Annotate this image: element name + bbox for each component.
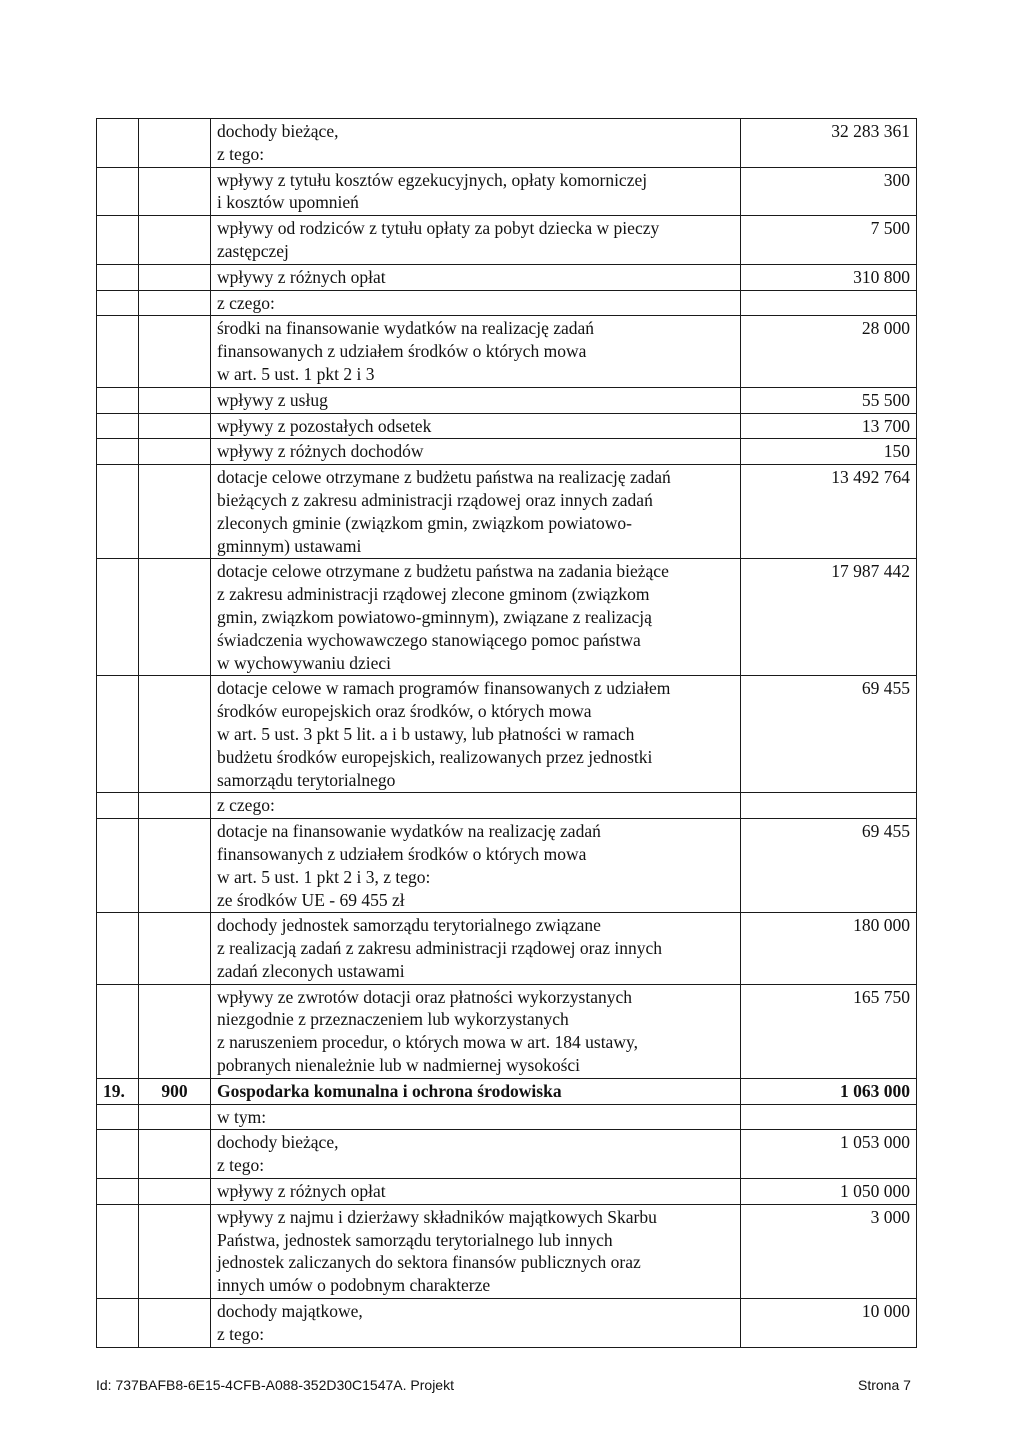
- description-line: z czego:: [217, 795, 275, 816]
- description-cell: [211, 167, 741, 216]
- row-number-cell: [97, 913, 139, 984]
- description-line: Państwa, jednostek samorządu terytorialnego lub innych: [217, 1229, 613, 1250]
- amount-cell: 3 000: [741, 1204, 917, 1298]
- description-line: w art. 5 ust. 3 pkt 5 lit. a i b ustawy, lub płatności w ramach: [217, 723, 635, 744]
- budget-table: [96, 118, 917, 1348]
- description-line: finansowanych z udziałem środków o których mowa: [217, 843, 587, 864]
- row-number-cell: [97, 1104, 139, 1130]
- description-cell: [211, 676, 741, 793]
- section-code-cell: [139, 1104, 211, 1130]
- description-cell: [211, 119, 741, 168]
- section-code-cell: [139, 913, 211, 984]
- row-number-cell: 19.: [97, 1078, 139, 1104]
- description-line: dochody bieżące,: [217, 121, 339, 141]
- section-code-cell: [139, 216, 211, 265]
- section-code-cell: [139, 167, 211, 216]
- section-code-cell: 900: [139, 1078, 211, 1104]
- description-line: samorządu terytorialnego: [217, 769, 396, 790]
- description-cell: [211, 413, 741, 439]
- description-line: wpływy ze zwrotów dotacji oraz płatności wykorzystanych: [217, 986, 633, 1007]
- description-line: wpływy z różnych opłat: [217, 266, 386, 287]
- description-cell: [211, 1130, 741, 1179]
- amount-cell: 180 000: [741, 913, 917, 984]
- section-code-cell: [139, 264, 211, 290]
- description-cell: [211, 913, 741, 984]
- description-line: w tym:: [217, 1106, 267, 1127]
- description-line: bieżących z zakresu administracji rządowej oraz innych zadań: [217, 489, 653, 510]
- description-line: dotacje celowe otrzymane z budżetu państwa na zadania bieżące: [217, 561, 669, 582]
- description-line: gminnym) ustawami: [217, 535, 362, 556]
- description-cell: [211, 316, 741, 387]
- description-line: dochody majątkowe,: [217, 1301, 363, 1322]
- amount-cell: 7 500: [741, 216, 917, 265]
- description-line: niezgodnie z przeznaczeniem lub wykorzystanych: [217, 1009, 569, 1030]
- description-line: wpływy z różnych opłat: [217, 1181, 386, 1202]
- section-code-cell: [139, 559, 211, 676]
- description-line: dotacje celowe otrzymane z budżetu państwa na realizację zadań: [217, 467, 671, 488]
- row-number-cell: [97, 290, 139, 316]
- description-line: w wychowywaniu dzieci: [217, 652, 391, 673]
- amount-cell: 69 455: [741, 676, 917, 793]
- description-line: zastępczej: [217, 240, 289, 261]
- description-line: w art. 5 ust. 1 pkt 2 i 3, z tego:: [217, 866, 431, 887]
- description-line: świadczenia wychowawczego stanowiącego pomoc państwa: [217, 629, 641, 650]
- table-row: [97, 1078, 917, 1104]
- table-row: [97, 264, 917, 290]
- table-row: [97, 167, 917, 216]
- description-cell: [211, 819, 741, 913]
- row-number-cell: [97, 1204, 139, 1298]
- table-row: [97, 465, 917, 559]
- row-number-cell: [97, 819, 139, 913]
- description-cell: [211, 465, 741, 559]
- description-line: dochody bieżące,: [217, 1132, 339, 1153]
- amount-cell: [741, 1104, 917, 1130]
- description-line: wpływy z różnych dochodów: [217, 441, 424, 462]
- table-row: [97, 984, 917, 1078]
- amount-cell: 32 283 361: [741, 119, 917, 168]
- row-number-cell: [97, 216, 139, 265]
- table-row: [97, 439, 917, 465]
- description-line: zleconych gminie (związkom gmin, związkom powiatowo-: [217, 512, 633, 533]
- description-line: gmin, związkom powiatowo-gminnym), związane z realizacją: [217, 606, 652, 627]
- description-line: środki na finansowanie wydatków na realizację zadań: [217, 318, 595, 339]
- description-line: i kosztów upomnień: [217, 192, 359, 213]
- description-line: dochody jednostek samorządu terytorialnego związane: [217, 915, 601, 936]
- table-row: [97, 1299, 917, 1348]
- amount-cell: [741, 290, 917, 316]
- row-number-cell: [97, 264, 139, 290]
- description-line: z czego:: [217, 292, 275, 313]
- description-cell: [211, 216, 741, 265]
- budget-table-body: [97, 119, 917, 1348]
- description-line: ze środków UE - 69 455 zł: [217, 889, 405, 910]
- row-number-cell: [97, 1130, 139, 1179]
- section-code-cell: [139, 676, 211, 793]
- row-number-cell: [97, 119, 139, 168]
- description-line: Gospodarka komunalna i ochrona środowiska: [217, 1080, 562, 1101]
- row-number-cell: [97, 1299, 139, 1348]
- table-row: [97, 316, 917, 387]
- table-row: [97, 1104, 917, 1130]
- section-code-cell: [139, 1130, 211, 1179]
- row-number-cell: [97, 559, 139, 676]
- description-line: jednostek zaliczanych do sektora finansów publicznych oraz: [217, 1252, 641, 1273]
- description-line: wpływy z usług: [217, 389, 328, 410]
- table-row: [97, 913, 917, 984]
- section-code-cell: [139, 439, 211, 465]
- amount-cell: 55 500: [741, 387, 917, 413]
- section-code-cell: [139, 984, 211, 1078]
- description-line: z tego:: [217, 1323, 265, 1344]
- description-line: pobranych nienależnie lub w nadmiernej wysokości: [217, 1055, 581, 1076]
- amount-cell: 28 000: [741, 316, 917, 387]
- row-number-cell: [97, 316, 139, 387]
- description-line: budżetu środków europejskich, realizowanych przez jednostki: [217, 746, 653, 767]
- amount-cell: 150: [741, 439, 917, 465]
- document-id: Id: 737BAFB8-6E15-4CFB-A088-352D30C1547A. Projekt: [96, 1377, 454, 1393]
- section-code-cell: [139, 119, 211, 168]
- description-line: innych umów o podobnym charakterze: [217, 1275, 491, 1296]
- description-line: w art. 5 ust. 1 pkt 2 i 3: [217, 363, 375, 384]
- section-code-cell: [139, 819, 211, 913]
- description-cell: [211, 559, 741, 676]
- amount-cell: 300: [741, 167, 917, 216]
- table-row: [97, 1130, 917, 1179]
- description-line: wpływy z najmu i dzierżawy składników majątkowych Skarbu: [217, 1206, 657, 1227]
- row-number-cell: [97, 1179, 139, 1205]
- section-code-cell: [139, 1299, 211, 1348]
- description-cell: [211, 1179, 741, 1205]
- section-code-cell: [139, 465, 211, 559]
- amount-cell: 310 800: [741, 264, 917, 290]
- table-row: [97, 413, 917, 439]
- table-row: [97, 216, 917, 265]
- row-number-cell: [97, 387, 139, 413]
- table-row: [97, 819, 917, 913]
- amount-cell: 10 000: [741, 1299, 917, 1348]
- description-cell: [211, 387, 741, 413]
- description-cell: [211, 1104, 741, 1130]
- description-cell: [211, 984, 741, 1078]
- section-code-cell: [139, 413, 211, 439]
- page-number: Strona 7: [858, 1377, 911, 1393]
- row-number-cell: [97, 167, 139, 216]
- section-code-cell: [139, 1179, 211, 1205]
- row-number-cell: [97, 676, 139, 793]
- description-line: z tego:: [217, 1155, 265, 1176]
- amount-cell: 17 987 442: [741, 559, 917, 676]
- description-cell: [211, 1204, 741, 1298]
- description-cell: [211, 1299, 741, 1348]
- description-line: z naruszeniem procedur, o których mowa w art. 184 ustawy,: [217, 1032, 638, 1053]
- amount-cell: 1 053 000: [741, 1130, 917, 1179]
- table-row: [97, 1204, 917, 1298]
- amount-cell: 69 455: [741, 819, 917, 913]
- table-row: [97, 290, 917, 316]
- row-number-cell: [97, 465, 139, 559]
- amount-cell: [741, 793, 917, 819]
- amount-cell: 13 492 764: [741, 465, 917, 559]
- description-cell: [211, 1078, 741, 1104]
- row-number-cell: [97, 984, 139, 1078]
- description-line: dotacje celowe w ramach programów finansowanych z udziałem: [217, 678, 671, 699]
- table-row: [97, 793, 917, 819]
- section-code-cell: [139, 316, 211, 387]
- description-line: środków europejskich oraz środków, o których mowa: [217, 701, 592, 722]
- description-cell: [211, 439, 741, 465]
- table-row: [97, 119, 917, 168]
- description-line: z tego:: [217, 143, 265, 164]
- row-number-cell: [97, 439, 139, 465]
- table-row: [97, 1179, 917, 1205]
- section-code-cell: [139, 1204, 211, 1298]
- amount-cell: 13 700: [741, 413, 917, 439]
- table-row: [97, 559, 917, 676]
- description-cell: [211, 290, 741, 316]
- amount-cell: 1 063 000: [741, 1078, 917, 1104]
- description-line: zadań zleconych ustawami: [217, 960, 405, 981]
- description-line: wpływy z tytułu kosztów egzekucyjnych, opłaty komorniczej: [217, 169, 648, 190]
- description-line: wpływy z pozostałych odsetek: [217, 415, 432, 436]
- description-line: z realizacją zadań z zakresu administracji rządowej oraz innych: [217, 938, 663, 959]
- section-code-cell: [139, 290, 211, 316]
- description-line: wpływy od rodziców z tytułu opłaty za pobyt dziecka w pieczy: [217, 218, 660, 239]
- table-row: [97, 387, 917, 413]
- section-code-cell: [139, 387, 211, 413]
- description-line: z zakresu administracji rządowej zlecone gminom (związkom: [217, 584, 650, 605]
- description-cell: [211, 264, 741, 290]
- description-line: dotacje na finansowanie wydatków na realizację zadań: [217, 821, 601, 842]
- section-code-cell: [139, 793, 211, 819]
- amount-cell: 1 050 000: [741, 1179, 917, 1205]
- row-number-cell: [97, 413, 139, 439]
- amount-cell: 165 750: [741, 984, 917, 1078]
- row-number-cell: [97, 793, 139, 819]
- description-cell: [211, 793, 741, 819]
- table-row: [97, 676, 917, 793]
- description-line: finansowanych z udziałem środków o których mowa: [217, 341, 587, 362]
